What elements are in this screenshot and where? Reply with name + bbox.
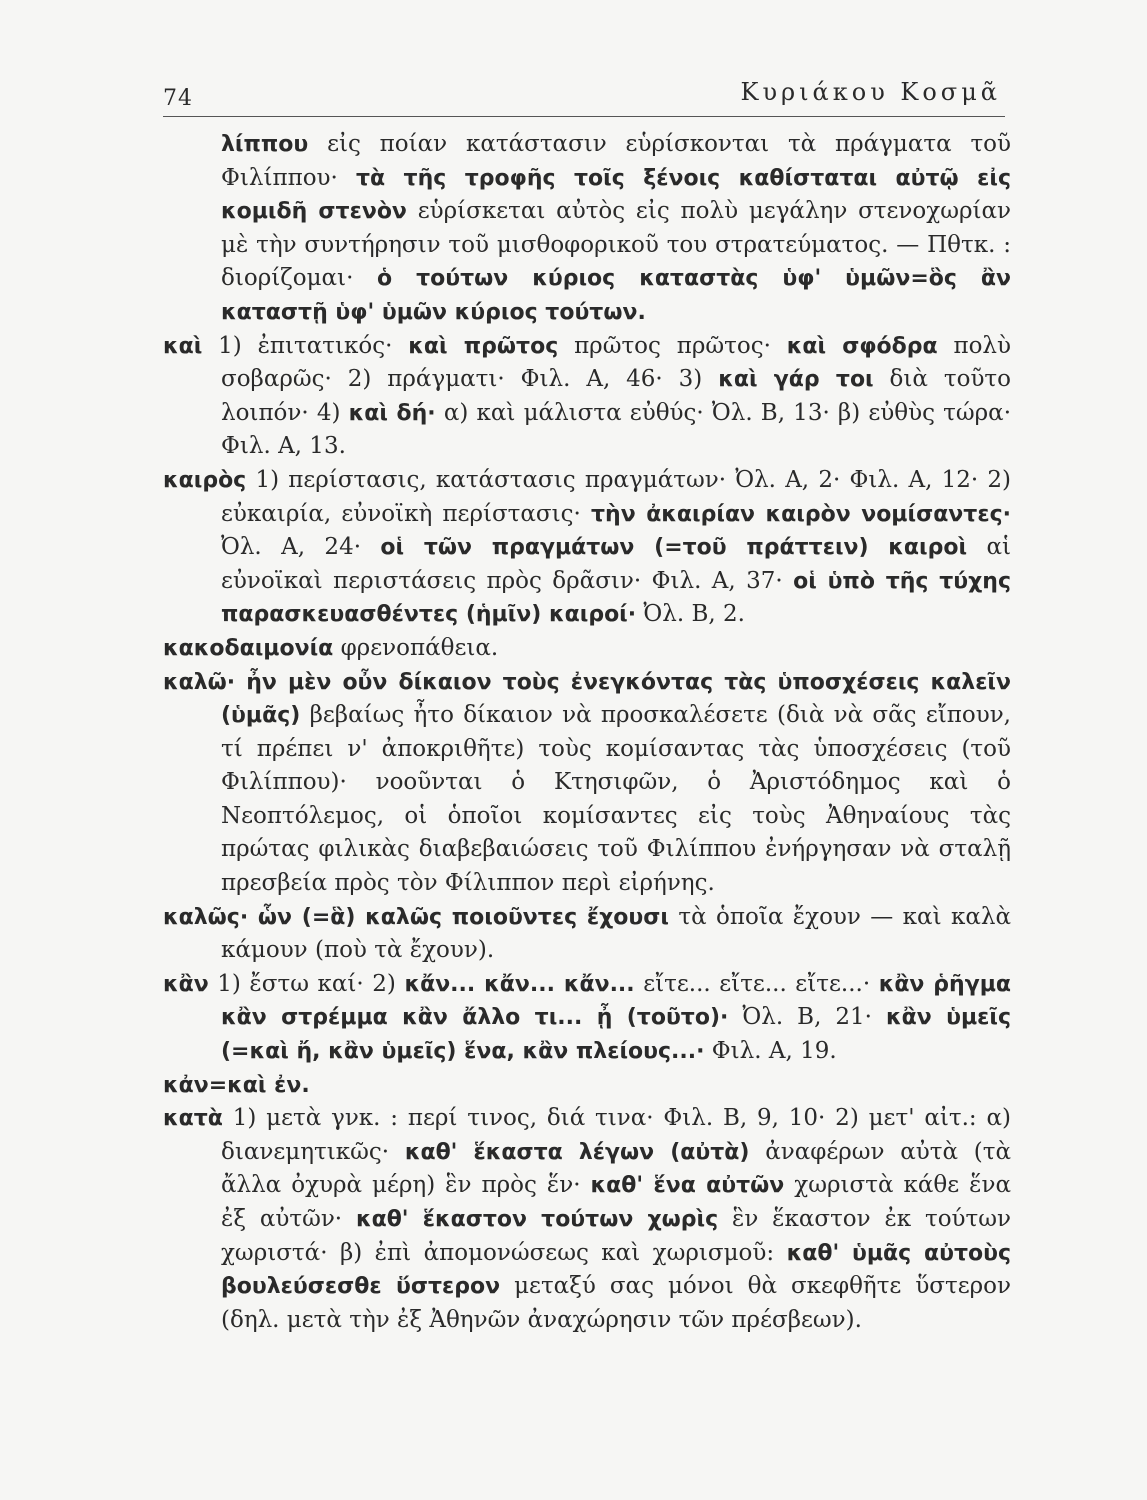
bold-term: κἄν... κἄν... κἄν... <box>404 971 635 997</box>
gloss-text: αἱ εὐνοϊκαὶ περιστάσεις πρὸς δρᾶσιν· Φιλ. Α, 37· <box>221 534 1011 594</box>
glossary-entry <box>163 666 1011 901</box>
bold-term: τὴν ἀκαιρίαν καιρὸν νομίσαντες· <box>591 501 1011 527</box>
entry-continuation <box>163 128 1011 330</box>
gloss-text: τὰ ὁποῖα ἔχουν — καὶ καλὰ κάμουν (ποὺ τὰ ἔχουν). <box>221 903 1012 964</box>
glossary-entry <box>163 1102 1011 1337</box>
bold-term: οἱ τῶν πραγμάτων (=τοῦ πράττειν) καιροὶ <box>380 535 968 561</box>
bold-term: καθ' ἕνα αὐτῶν <box>590 1173 785 1199</box>
running-head: Κυριάκου Κοσμᾶ <box>740 78 1001 106</box>
bold-term: καὶ σφόδρα <box>786 333 938 359</box>
bold-term: κἂν <box>163 971 209 997</box>
gloss-text: εἰς ποίαν κατάστασιν εὑρίσκονται τὰ πράγματα τοῦ Φιλίππου· <box>221 131 1011 191</box>
bold-term: καλῶ· ἦν μὲν οὖν δίκαιον τοὺς ἐνεγκόντας τὰς ὑποσχέσεις καλεῖν (ὑμᾶς) <box>163 669 1011 729</box>
bold-term: καὶ δή· <box>348 400 436 426</box>
bold-term: καθ' ὑμᾶς αὐτοὺς βουλεύσεσθε ὕστερον <box>221 1240 1011 1300</box>
glossary-entry <box>163 901 1011 968</box>
gloss-text: Φιλ. Α, 19. <box>704 1038 837 1065</box>
bold-term: κατὰ <box>163 1106 223 1132</box>
gloss-text: φρενοπάθεια. <box>333 634 499 661</box>
bold-term: οἱ ὑπὸ τῆς τύχης παρασκευασθέντες (ἡμῖν) καιροί· <box>221 568 1011 628</box>
gloss-text: Ὀλ. Α, 24· <box>221 534 381 561</box>
gloss-text: ἀναφέρων αὐτὰ (τὰ ἄλλα ὀχυρὰ μέρη) ἓν πρὸς ἕν· <box>221 1138 1011 1199</box>
bold-term: καὶ πρῶτος <box>408 333 559 359</box>
glossary-entry <box>163 632 1011 666</box>
glossary-entry <box>163 968 1011 1069</box>
bold-term: κἀν=καὶ ἐν. <box>163 1072 310 1098</box>
gloss-text: α) καὶ μάλιστα εὐθύς· Ὀλ. Β, 13· β) εὐθὺς τώρα· Φιλ. Α, 13. <box>221 399 1012 460</box>
gloss-text: χωριστὰ κάθε ἕνα ἐξ αὐτῶν· <box>221 1172 1011 1232</box>
glossary-entry <box>163 1069 1011 1103</box>
bold-term: καθ' ἕκαστον τούτων χωρὶς <box>355 1207 719 1232</box>
bold-term: καιρὸς <box>163 467 247 493</box>
bold-term: καὶ γάρ τοι <box>718 367 874 393</box>
gloss-text: πρῶτος πρῶτος· <box>558 332 787 359</box>
gloss-text: Ὀλ. Β, 2. <box>636 601 745 628</box>
gloss-text: 1) ἐπιτατικός· <box>202 332 409 359</box>
glossary-entry <box>163 464 1011 632</box>
bold-term: κἂν ῥῆγμα κἂν στρέμμα κἂν ἄλλο τι... ᾖ (τοῦτο)· <box>221 971 1012 1031</box>
gloss-text: Ὀλ. Β, 21· <box>728 1004 887 1031</box>
bold-term: τὰ τῆς τροφῆς τοῖς ξένοις καθίσταται αὐτῷ εἰς κομιδῆ στενὸν <box>221 165 1011 225</box>
bold-term: καλῶς· ὧν (=ἃ) καλῶς ποιοῦντες ἔχουσι <box>163 904 669 930</box>
bold-term: λίππου <box>221 132 309 157</box>
glossary-body <box>163 128 1011 1337</box>
gloss-text: 1) ἔστω καί· 2) <box>208 970 405 997</box>
page-number: 74 <box>163 86 193 111</box>
bold-term: κἂν ὑμεῖς (=καὶ ἤ, κἂν ὑμεῖς) ἕνα, κἂν πλείους...· <box>221 1005 1012 1065</box>
gloss-text: πολὺ σοβαρῶς· 2) πράγματι· Φιλ. Α, 46· 3) <box>221 332 1011 393</box>
bold-term: κακοδαιμονία <box>163 635 334 661</box>
gloss-text: βεβαίως ἦτο δίκαιον νὰ προσκαλέσετε (διὰ νὰ σᾶς εἴπουν, τί πρέπει ν' ἀποκριθῆτε) τοὺς κομίσαντας τὰς ὑποσχέσεις (τοῦ Φιλίππου)· νοοῦνται ὁ Κτησιφῶν, ὁ Ἀριστόδημος καὶ ὁ Νεοπτόλεμος, οἱ ὁποῖοι κομίσαντες εἰς τοὺς Ἀθηναίους τὰς πρώτας φιλικὰς διαβεβαιώσεις τοῦ Φιλίππου ἐνήργησαν νὰ σταλῇ πρεσβεία πρὸς τὸν Φίλιππον περὶ εἰρήνης. <box>221 702 1011 897</box>
gloss-text: εὑρίσκεται αὐτὸς εἰς πολὺ μεγάλην στενοχωρίαν μὲ τὴν συντήρησιν τοῦ μισθοφορικοῦ του στρατεύματος. — Πθτκ. : διορίζομαι· <box>221 198 1011 292</box>
gloss-text: μεταξύ σας μόνοι θὰ σκεφθῆτε ὕστερον (δηλ. μετὰ τὴν ἐξ Ἀθηνῶν ἀναχώρησιν τῶν πρέσβεων). <box>221 1273 1011 1333</box>
glossary-entry <box>163 330 1011 464</box>
gloss-text: 1) περίστασις, κατάστασις πραγμάτων· Ὀλ. Α, 2· Φιλ. Α, 12· 2) εὐκαιρία, εὐνοϊκὴ περίστασις· <box>221 466 1011 527</box>
gloss-text: 1) μετὰ γνκ. : περί τινος, διά τινα· Φιλ. Β, 9, 10· 2) μετ' αἰτ.: α) διανεμητικῶς· <box>221 1105 1011 1165</box>
gloss-text: ἓν ἕκαστον ἐκ τούτων χωριστά· β) ἐπὶ ἀπομονώσεως καὶ χωρισμοῦ: <box>221 1206 1012 1266</box>
bold-term: ὁ τούτων κύριος καταστὰς ὑφ' ὑμῶν=ὃς ἂν καταστῇ ὑφ' ὑμῶν κύριος τούτων. <box>221 266 1012 325</box>
page-header <box>163 72 1005 117</box>
gloss-text: διὰ τοῦτο λοιπόν· 4) <box>221 366 1011 426</box>
bold-term: καθ' ἕκαστα λέγων (αὐτὰ) <box>404 1139 750 1165</box>
bold-term: καὶ <box>163 333 203 359</box>
gloss-text: εἴτε... εἴτε... εἴτε...· <box>634 970 879 997</box>
